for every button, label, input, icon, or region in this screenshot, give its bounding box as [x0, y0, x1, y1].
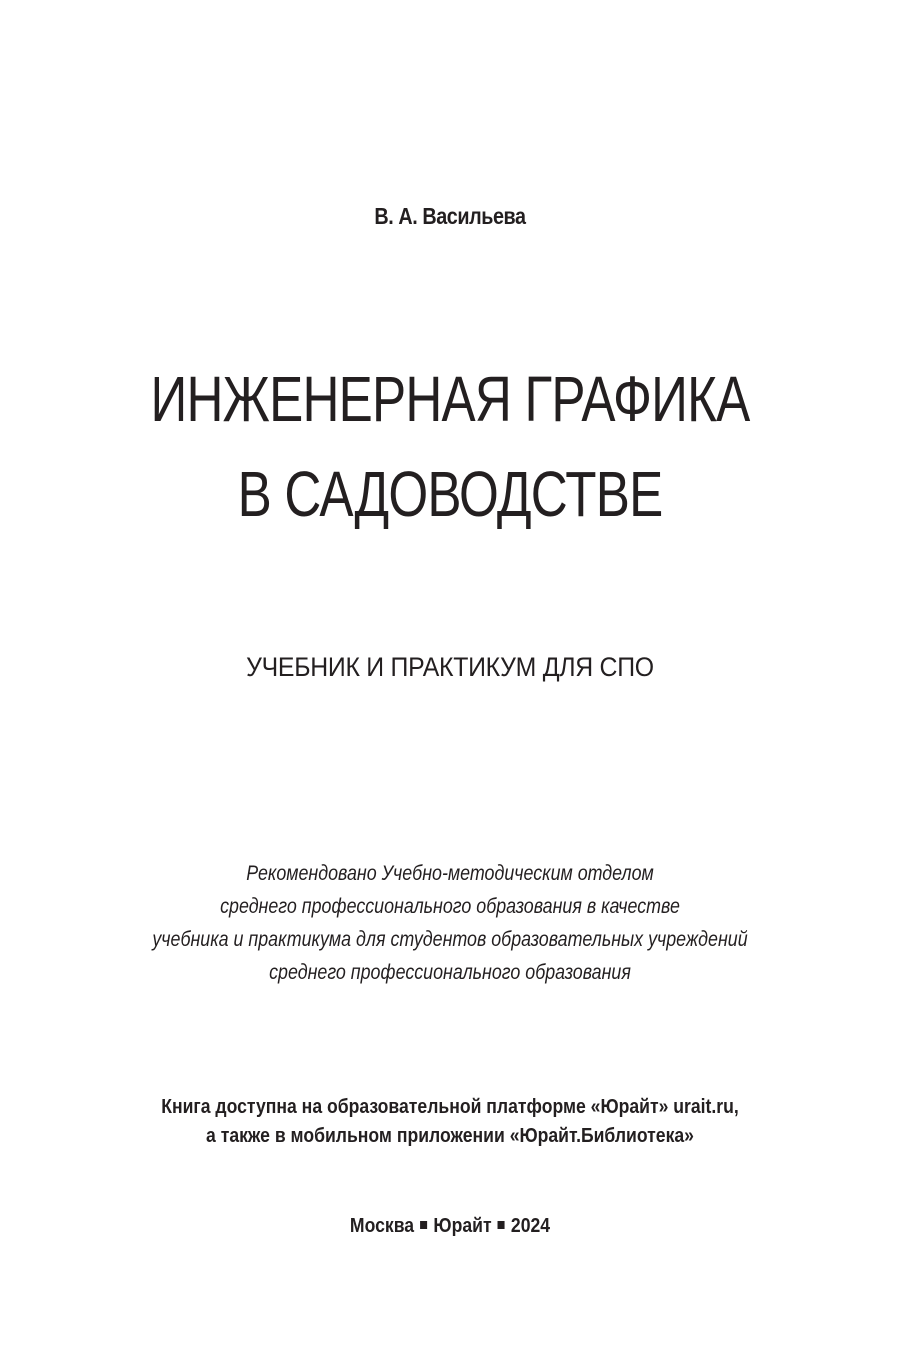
separator-square-icon — [420, 1221, 427, 1229]
imprint-publisher: Юрайт — [433, 1215, 492, 1237]
imprint-city: Москва — [349, 1215, 415, 1237]
recommendation-line: учебника и практикума для студентов образовательных учреждений — [152, 928, 748, 951]
availability-note — [54, 1093, 846, 1151]
author-name: В. А. Васильева — [374, 203, 526, 229]
availability-line: Книга доступна на образовательной платформе «Юрайт» urait.ru, — [161, 1096, 739, 1118]
recommendation-line: среднего профессионального образования — [269, 961, 631, 984]
recommendation-note — [68, 857, 833, 989]
book-subtitle: УЧЕБНИК И ПРАКТИКУМ ДЛЯ СПО — [246, 652, 654, 682]
availability-line: а также в мобильном приложении «Юрайт.Библиотека» — [206, 1125, 694, 1147]
recommendation-line: Рекомендовано Учебно-методическим отделом — [246, 862, 654, 885]
imprint — [54, 1215, 846, 1238]
book-title-line-2: В САДОВОДСТВЕ — [237, 458, 663, 530]
book-title-line-1: ИНЖЕНЕРНАЯ ГРАФИКА — [150, 363, 750, 435]
imprint-year: 2024 — [510, 1215, 551, 1237]
separator-square-icon — [498, 1221, 505, 1229]
recommendation-line: среднего профессионального образования в качестве — [220, 895, 680, 918]
